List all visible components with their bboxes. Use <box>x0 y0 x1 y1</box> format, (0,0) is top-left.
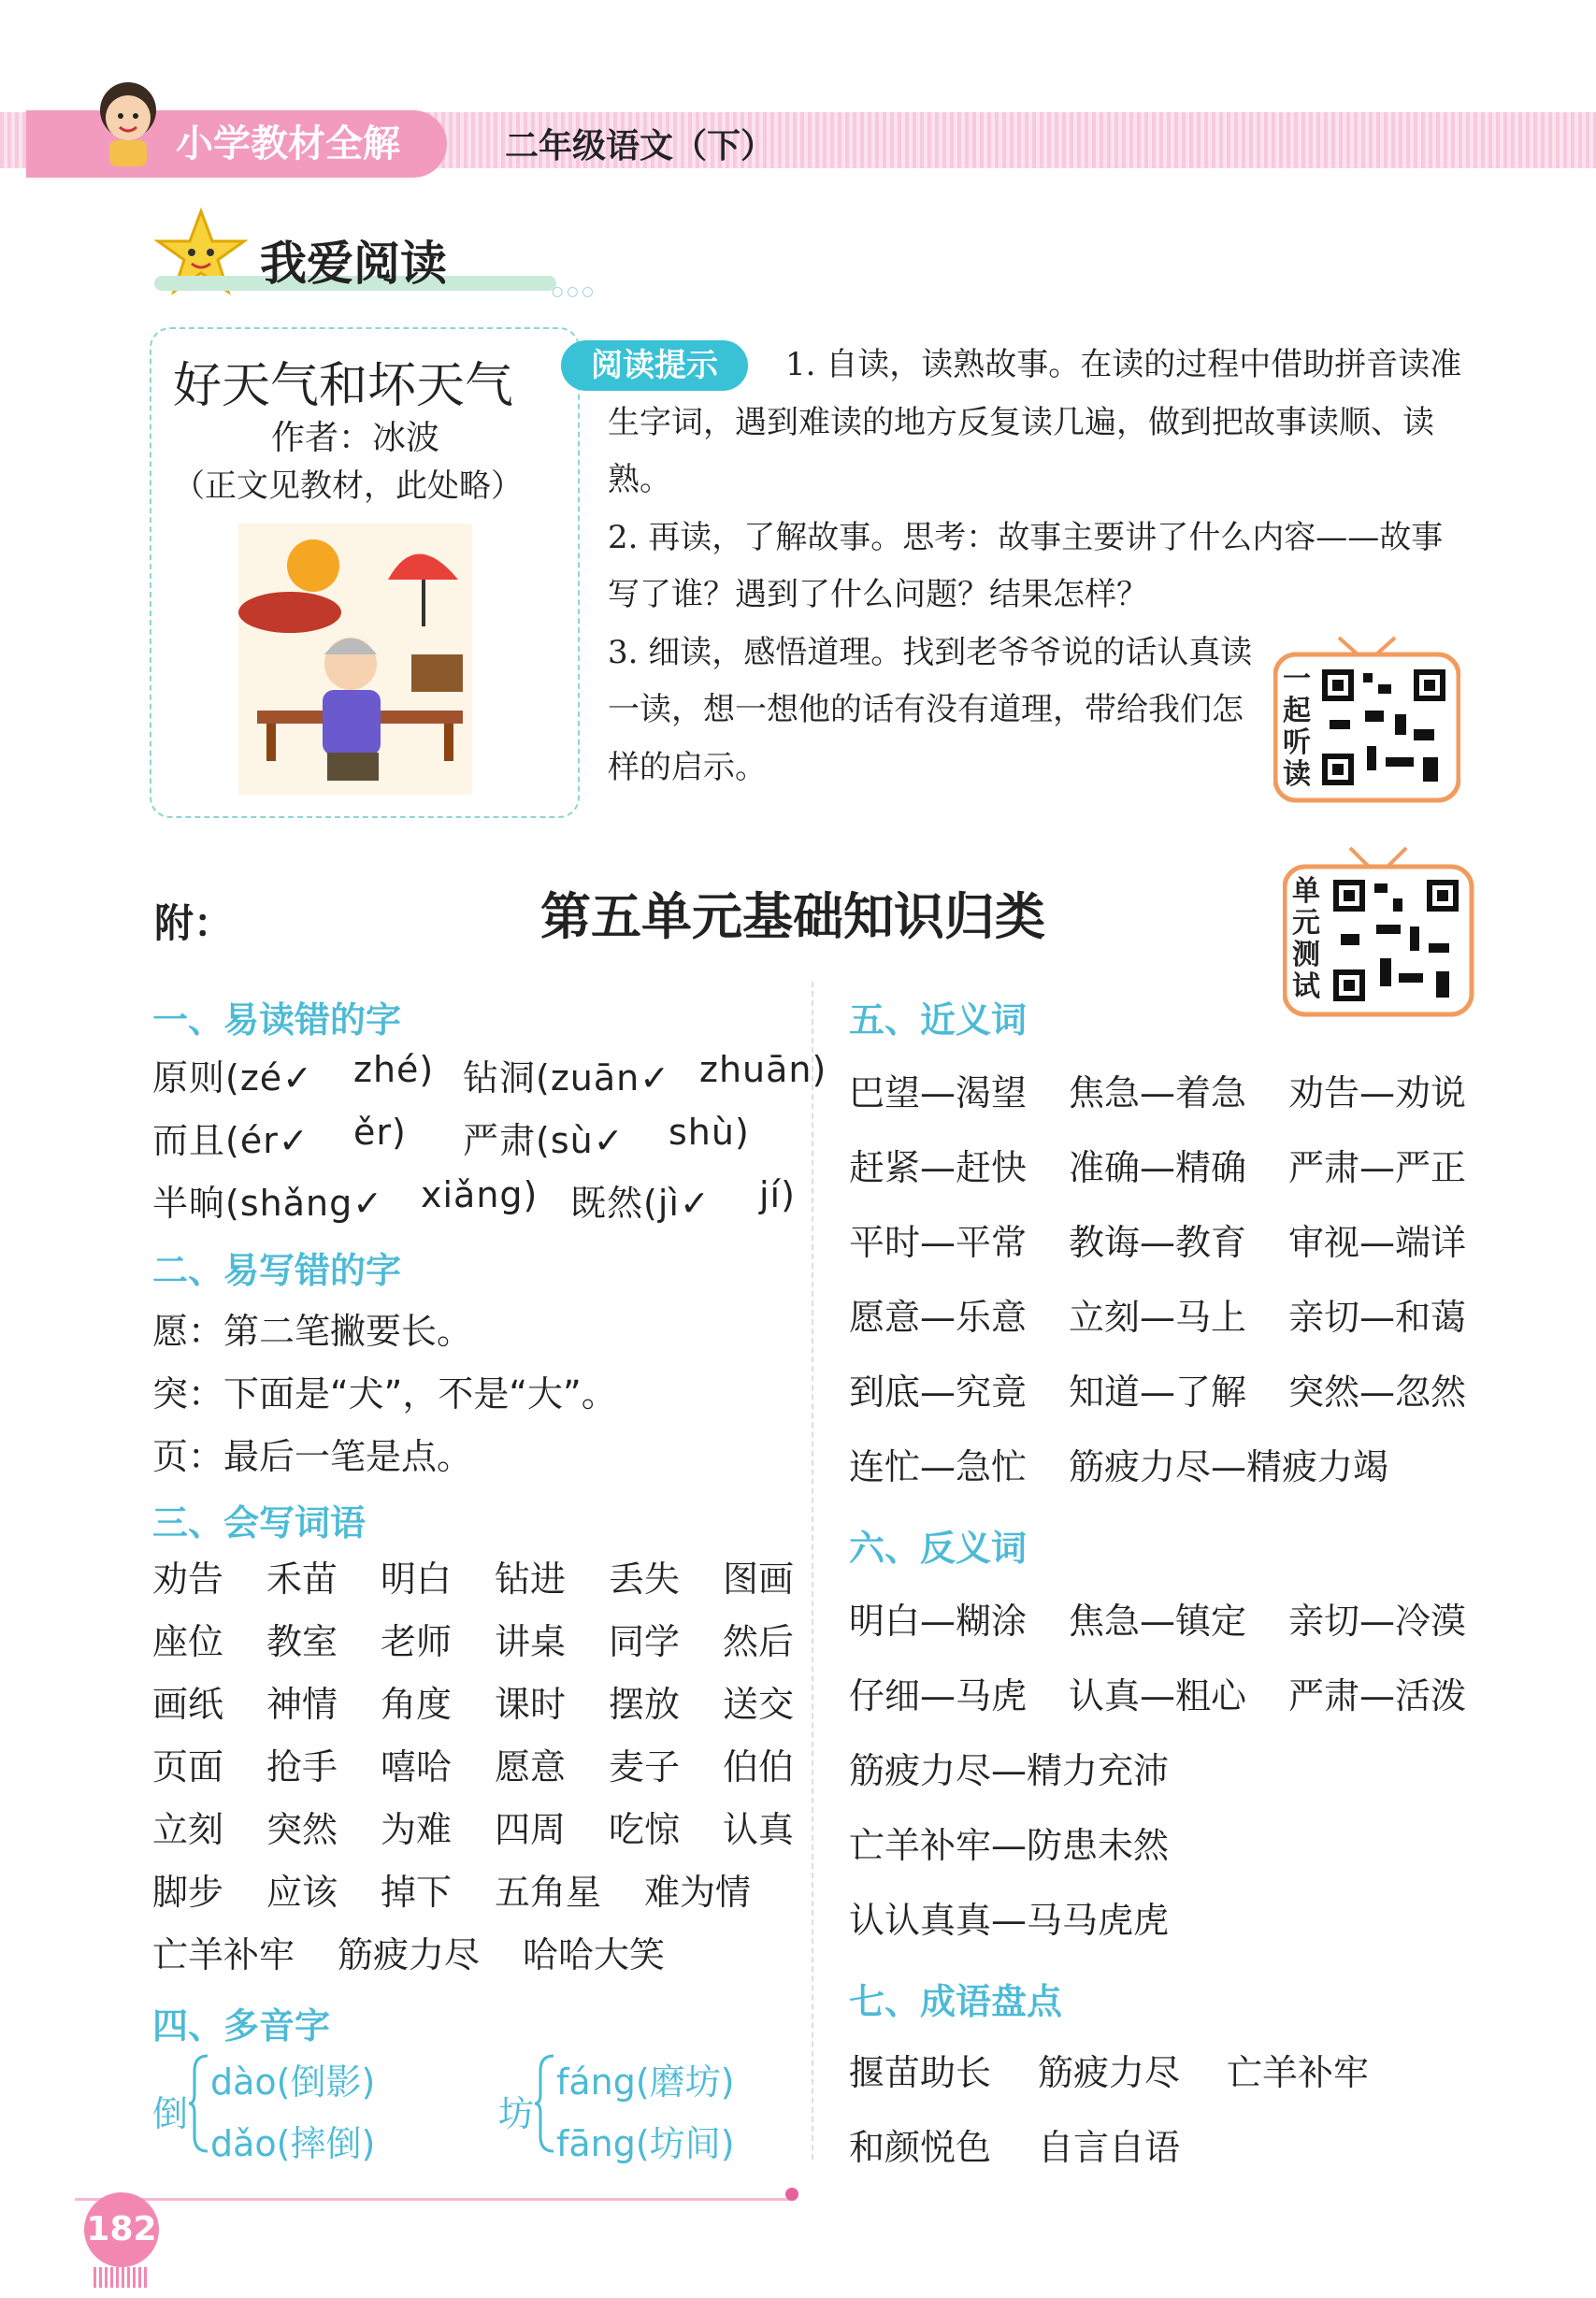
s3-word: 老师 <box>381 1621 453 1662</box>
s7-idiom: 亡羊补牢 <box>1227 2052 1370 2093</box>
s3-word: 脚步 <box>152 1872 224 1913</box>
s1-cell: zhuān) <box>699 1049 827 1090</box>
s3-word: 掉下 <box>381 1872 453 1913</box>
s3-word: 劝告 <box>152 1558 224 1600</box>
s5-pair: 焦急—着急 <box>1069 1072 1247 1113</box>
s2-line: 愿：第二笔撇要长。 <box>152 1311 473 1352</box>
s1-cell: xiǎng) <box>421 1174 539 1215</box>
s1-cell: 严肃(sù✓ <box>463 1120 625 1161</box>
s1-cell: 既然(jì✓ <box>570 1183 711 1224</box>
s5-pair: 愿意—乐意 <box>849 1297 1028 1338</box>
story-illustration <box>238 524 472 795</box>
s3-word: 页面 <box>152 1746 224 1788</box>
s6-pair: 认真—粗心 <box>1069 1675 1247 1716</box>
s1-cell: 半晌(shǎng✓ <box>152 1183 384 1224</box>
s5-pair: 平时—平常 <box>849 1222 1028 1263</box>
s3-word: 四周 <box>495 1809 567 1850</box>
s5-pair: 筋疲力尽—精疲力竭 <box>1069 1446 1389 1487</box>
s4-char-a: 倒 <box>152 2093 189 2134</box>
s7-idiom: 和颜悦色 <box>849 2127 992 2168</box>
s6-pair: 焦急—镇定 <box>1069 1601 1247 1642</box>
book-title: 好天气和坏天气 <box>173 358 514 414</box>
s1-cell: jí) <box>759 1174 796 1215</box>
s4-a-reading-2: dǎo(摔倒) <box>210 2123 376 2164</box>
tip-3: 3. 细读，感悟道理。找到老爷爷说的话认真读一读，想一想他的话有没有道理，带给我们怎样的启示。 <box>608 633 1253 786</box>
s3-word: 课时 <box>495 1684 567 1725</box>
s7-idiom: 揠苗助长 <box>849 2052 992 2093</box>
s4-a-reading-1: dào(倒影) <box>210 2061 376 2103</box>
section-title: 我爱阅读 <box>260 237 447 291</box>
s3-word: 丢失 <box>609 1558 681 1600</box>
s1-cell: shù) <box>669 1112 750 1153</box>
s3-word: 愿意 <box>495 1746 567 1788</box>
s5-title: 五、近义词 <box>849 999 1028 1041</box>
s3-word: 讲桌 <box>495 1621 567 1662</box>
s1-cell: 钻洞(zuān✓ <box>463 1057 671 1099</box>
footer-dot <box>785 2188 798 2201</box>
s3-word: 立刻 <box>152 1809 224 1850</box>
s5-pair: 连忙—急忙 <box>849 1446 1028 1487</box>
s6-pair: 仔细—马虎 <box>849 1675 1028 1716</box>
s3-word: 图画 <box>723 1558 795 1600</box>
s2-title: 二、易写错的字 <box>152 1250 402 1291</box>
s1-cell: 原则(zé✓ <box>152 1057 313 1099</box>
s3-word: 明白 <box>381 1558 453 1600</box>
s3-word: 吃惊 <box>609 1809 681 1850</box>
s3-word: 突然 <box>266 1809 338 1850</box>
s3-word: 难为情 <box>644 1872 752 1913</box>
s6-pair: 明白—糊涂 <box>849 1601 1028 1642</box>
s7-idiom: 自言自语 <box>1038 2127 1181 2168</box>
reading-tip-badge: 阅读提示 <box>561 340 748 391</box>
brace-icon <box>187 2052 209 2155</box>
brand-label: 小学教材全解 <box>26 110 447 178</box>
test-qr-label: 单元测试 <box>1292 875 1320 1003</box>
s2-line: 突：下面是“犬”，不是“大”。 <box>152 1373 617 1415</box>
s1-cell: ěr) <box>353 1112 407 1153</box>
s3-word: 送交 <box>723 1684 795 1725</box>
s3-word: 禾苗 <box>266 1558 338 1600</box>
s3-word: 摆放 <box>609 1684 681 1725</box>
brace-icon <box>533 2052 555 2155</box>
s3-word: 为难 <box>381 1809 453 1850</box>
s3-word: 钻进 <box>495 1558 567 1600</box>
s4-title: 四、多音字 <box>152 2005 331 2047</box>
s3-word: 教室 <box>266 1621 338 1662</box>
s5-pair: 劝告—劝说 <box>1288 1072 1467 1113</box>
s5-pair: 突然—忽然 <box>1288 1372 1467 1413</box>
s6-pair: 严肃—活泼 <box>1288 1675 1467 1716</box>
book-author: 作者：冰波 <box>271 419 440 457</box>
s1-title: 一、易读错的字 <box>152 999 402 1041</box>
s3-word: 神情 <box>266 1684 338 1725</box>
s6-pair: 筋疲力尽—精力充沛 <box>849 1750 1170 1791</box>
s3-word: 麦子 <box>609 1746 681 1788</box>
s3-word: 抢手 <box>266 1746 338 1788</box>
s4-b-reading-1: fáng(磨坊) <box>556 2061 735 2103</box>
s3-word: 画纸 <box>152 1684 224 1725</box>
test-qr-code[interactable] <box>1283 846 1474 1019</box>
page-number: 182 <box>84 2192 159 2267</box>
s1-cell: zhé) <box>353 1049 435 1090</box>
footer-line <box>75 2198 795 2201</box>
s5-pair: 教诲—教育 <box>1069 1222 1247 1263</box>
s3-word: 角度 <box>381 1684 453 1725</box>
s3-word: 嘻哈 <box>381 1746 453 1788</box>
s6-title: 六、反义词 <box>849 1528 1028 1569</box>
s5-pair: 审视—端详 <box>1288 1222 1467 1263</box>
s3-word: 座位 <box>152 1621 224 1662</box>
s3-word: 认真 <box>723 1809 795 1850</box>
s5-pair: 立刻—马上 <box>1069 1297 1247 1338</box>
s3-title: 三、会写词语 <box>152 1502 367 1544</box>
s5-pair: 到底—究竟 <box>849 1372 1028 1413</box>
s3-word: 伯伯 <box>723 1746 795 1788</box>
s3-word: 五角星 <box>495 1872 602 1913</box>
grade-subject: 二年级语文（下） <box>505 127 775 165</box>
boy-mascot-icon <box>86 75 170 168</box>
s4-char-b: 坊 <box>498 2093 535 2134</box>
s3-word: 然后 <box>723 1621 795 1662</box>
listen-qr-label: 一起听读 <box>1283 663 1311 791</box>
s3-word: 筋疲力尽 <box>338 1934 481 1975</box>
unit-title: 第五单元基础知识归类 <box>540 887 1045 946</box>
s3-word: 哈哈大笑 <box>523 1934 666 1975</box>
s6-pair: 认认真真—马马虎虎 <box>849 1900 1170 1941</box>
s5-pair: 赶紧—赶快 <box>849 1147 1028 1188</box>
s6-pair: 亡羊补牢—防患未然 <box>849 1825 1170 1866</box>
tip-2: 2. 再读，了解故事。思考：故事主要讲了什么内容——故事写了谁？遇到了什么问题？结果怎样？ <box>608 518 1444 613</box>
s5-pair: 巴望—渴望 <box>849 1072 1028 1113</box>
s6-pair: 亲切—冷漠 <box>1288 1601 1467 1642</box>
s5-pair: 亲切—和蔼 <box>1288 1297 1467 1338</box>
column-divider <box>812 982 813 2160</box>
s5-pair: 严肃—严正 <box>1288 1147 1467 1188</box>
page-number-stripes <box>93 2267 150 2288</box>
tip-1: 1. 自读，读熟故事。在读的过程中借助拼音读准生字词，遇到难读的地方反复读几遍，做到把故事读顺、读熟。 <box>608 346 1462 498</box>
s3-word: 应该 <box>266 1872 338 1913</box>
s7-title: 七、成语盘点 <box>849 1981 1063 2022</box>
s3-word: 同学 <box>609 1621 681 1662</box>
s5-pair: 知道—了解 <box>1069 1372 1247 1413</box>
s5-pair: 准确—精确 <box>1069 1147 1247 1188</box>
appendix-prefix: 附： <box>154 900 234 946</box>
listen-qr-code[interactable] <box>1273 636 1460 804</box>
s1-cell: 而且(ér✓ <box>152 1120 309 1161</box>
s7-idiom: 筋疲力尽 <box>1038 2052 1181 2093</box>
book-note: （正文见教材，此处略） <box>173 467 523 505</box>
decor-dots: ○○○ <box>552 284 597 299</box>
s4-b-reading-2: fāng(坊间) <box>556 2123 735 2164</box>
s2-line: 页：最后一笔是点。 <box>152 1436 473 1477</box>
s3-word: 亡羊补牢 <box>152 1934 295 1975</box>
